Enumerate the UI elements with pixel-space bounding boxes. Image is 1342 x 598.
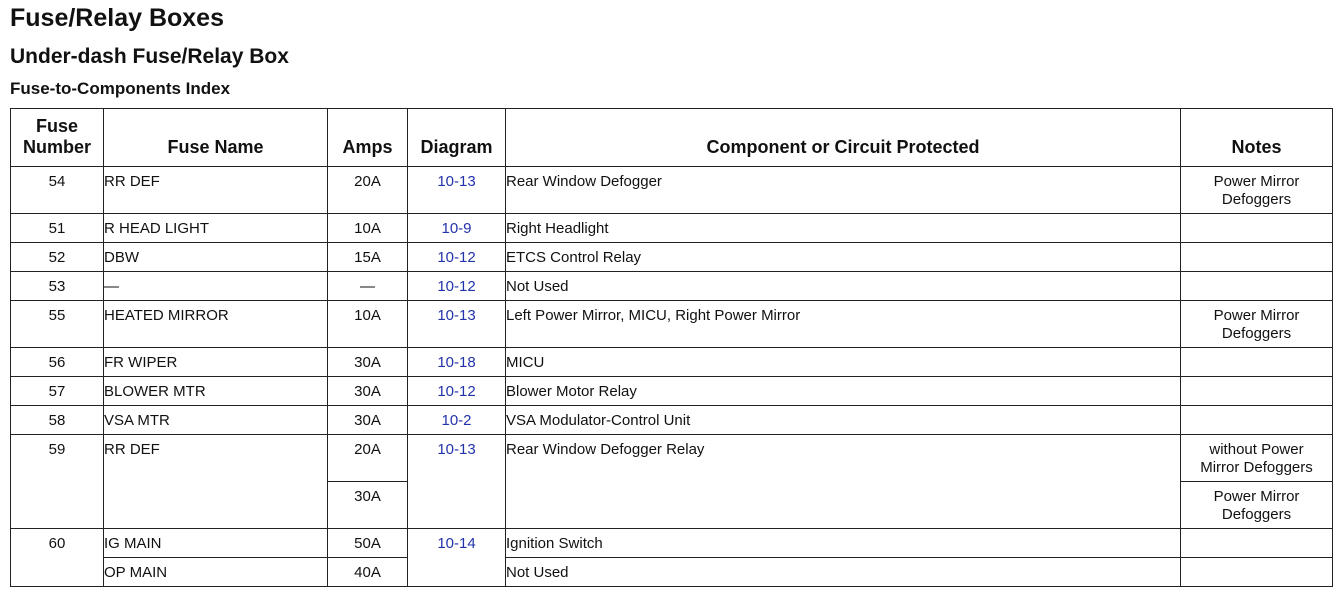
fuse-amps: 10A [328, 214, 408, 243]
component: ETCS Control Relay [506, 243, 1181, 272]
header-component: Component or Circuit Protected [506, 109, 1181, 167]
component: Not Used [506, 272, 1181, 301]
diagram-link[interactable]: 10-12 [408, 272, 506, 301]
fuse-number: 58 [11, 406, 104, 435]
diagram-link[interactable]: 10-13 [408, 301, 506, 348]
fuse-amps: 20A [328, 435, 408, 482]
notes: Power Mirror Defoggers [1181, 482, 1333, 529]
fuse-number: 53 [11, 272, 104, 301]
component: Ignition Switch [506, 529, 1181, 558]
component: Rear Window Defogger Relay [506, 435, 1181, 529]
fuse-amps: 30A [328, 377, 408, 406]
fuse-number: 51 [11, 214, 104, 243]
diagram-link[interactable]: 10-2 [408, 406, 506, 435]
table-row [11, 529, 1333, 558]
fuse-number: 57 [11, 377, 104, 406]
page-title: Fuse/Relay Boxes [10, 4, 224, 32]
header-diagram: Diagram [408, 109, 506, 167]
fuse-number: 60 [11, 529, 104, 587]
notes: Power Mirror Defoggers [1181, 167, 1333, 214]
fuse-name: HEATED MIRROR [104, 301, 328, 348]
header-amps: Amps [328, 109, 408, 167]
diagram-link[interactable]: 10-18 [408, 348, 506, 377]
component: Not Used [506, 558, 1181, 587]
table-row [11, 214, 1333, 243]
table-row [11, 272, 1333, 301]
notes [1181, 243, 1333, 272]
table-row [11, 243, 1333, 272]
component: Rear Window Defogger [506, 167, 1181, 214]
fuse-index-table [10, 108, 1333, 587]
table-row [11, 435, 1333, 482]
notes: Power Mirror Defoggers [1181, 301, 1333, 348]
diagram-link[interactable]: 10-12 [408, 243, 506, 272]
component: VSA Modulator-Control Unit [506, 406, 1181, 435]
table-row [11, 406, 1333, 435]
table-header-row [11, 109, 1333, 167]
fuse-name: IG MAIN [104, 529, 328, 558]
fuse-number: 52 [11, 243, 104, 272]
component: Right Headlight [506, 214, 1181, 243]
component: Blower Motor Relay [506, 377, 1181, 406]
fuse-name: — [104, 272, 328, 301]
fuse-name: RR DEF [104, 167, 328, 214]
fuse-name: RR DEF [104, 435, 328, 529]
table-row [11, 301, 1333, 348]
fuse-amps: 20A [328, 167, 408, 214]
diagram-link[interactable]: 10-13 [408, 435, 506, 529]
fuse-amps: 10A [328, 301, 408, 348]
fuse-name: R HEAD LIGHT [104, 214, 328, 243]
fuse-amps: — [328, 272, 408, 301]
table-row [11, 167, 1333, 214]
diagram-link[interactable]: 10-13 [408, 167, 506, 214]
index-title: Fuse-to-Components Index [10, 79, 231, 98]
fuse-amps: 50A [328, 529, 408, 558]
notes [1181, 558, 1333, 587]
notes [1181, 529, 1333, 558]
notes [1181, 406, 1333, 435]
fuse-amps: 30A [328, 482, 408, 529]
fuse-name: VSA MTR [104, 406, 328, 435]
fuse-amps: 30A [328, 406, 408, 435]
header-fuse-name: Fuse Name [104, 109, 328, 167]
component: MICU [506, 348, 1181, 377]
fuse-name: OP MAIN [104, 558, 328, 587]
fuse-number: 56 [11, 348, 104, 377]
table-row [11, 377, 1333, 406]
notes [1181, 214, 1333, 243]
diagram-link[interactable]: 10-14 [408, 529, 506, 587]
fuse-number: 54 [11, 167, 104, 214]
fuse-number: 59 [11, 435, 104, 529]
notes [1181, 348, 1333, 377]
component: Left Power Mirror, MICU, Right Power Mirror [506, 301, 1181, 348]
diagram-link[interactable]: 10-9 [408, 214, 506, 243]
section-title: Under-dash Fuse/Relay Box [10, 45, 289, 68]
table-row [11, 558, 1333, 587]
notes: without Power Mirror Defoggers [1181, 435, 1333, 482]
fuse-name: DBW [104, 243, 328, 272]
fuse-number: 55 [11, 301, 104, 348]
notes [1181, 377, 1333, 406]
header-fuse-number: Fuse Number [11, 109, 104, 167]
fuse-amps: 30A [328, 348, 408, 377]
diagram-link[interactable]: 10-12 [408, 377, 506, 406]
fuse-name: FR WIPER [104, 348, 328, 377]
fuse-name: BLOWER MTR [104, 377, 328, 406]
fuse-amps: 40A [328, 558, 408, 587]
table-row [11, 348, 1333, 377]
fuse-amps: 15A [328, 243, 408, 272]
notes [1181, 272, 1333, 301]
header-notes: Notes [1181, 109, 1333, 167]
